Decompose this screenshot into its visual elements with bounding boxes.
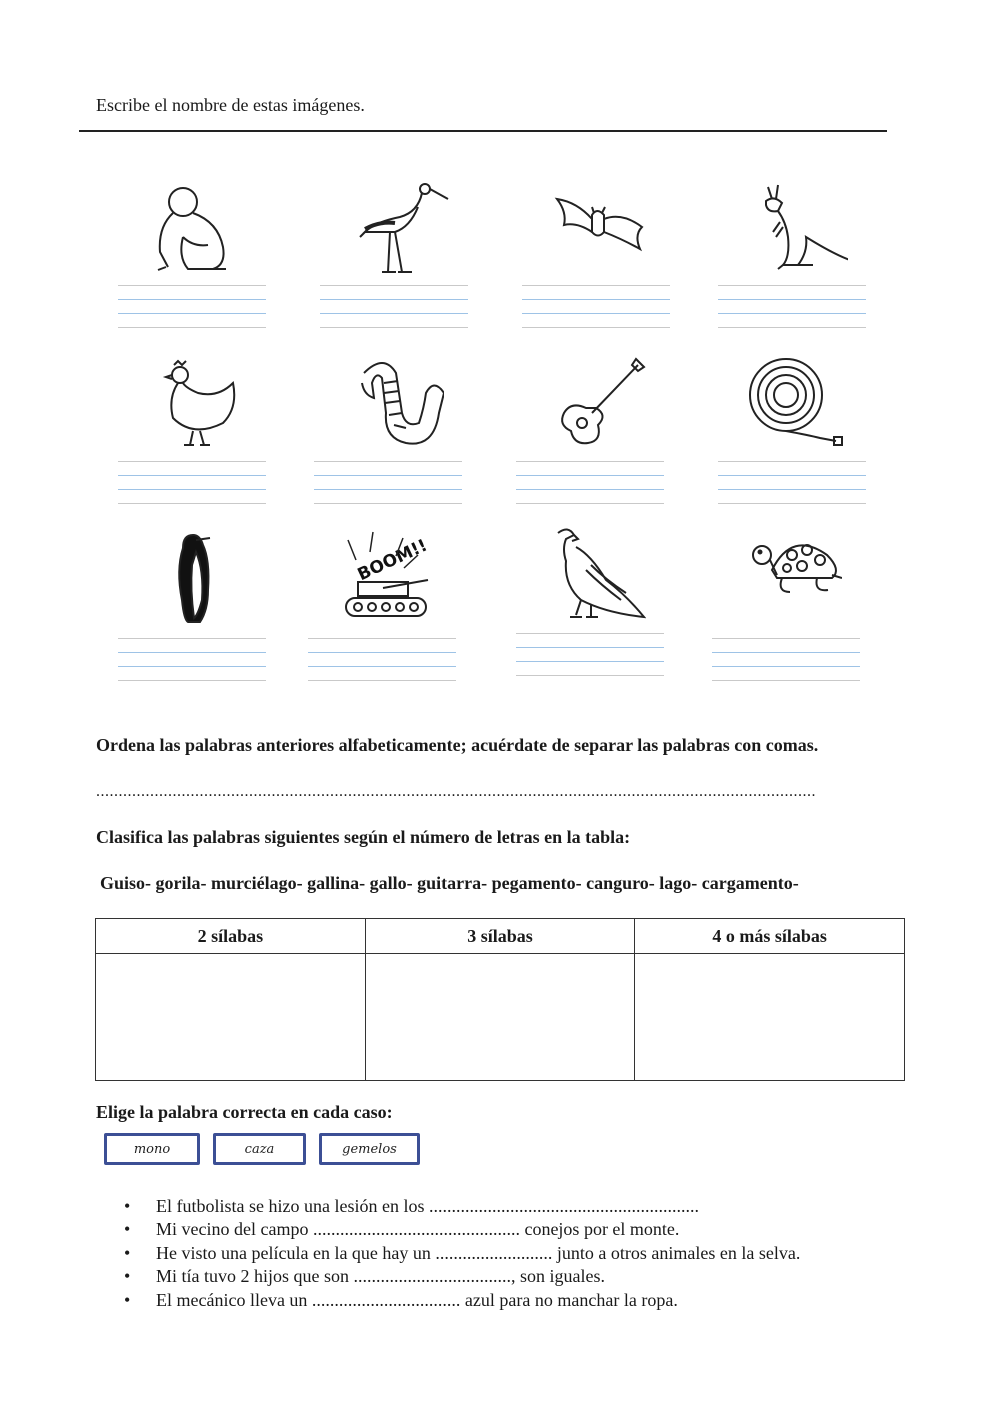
picture-cell	[522, 177, 672, 337]
picture-cell	[712, 530, 862, 690]
hen-icon	[138, 353, 248, 458]
option-caza[interactable]: caza	[213, 1133, 306, 1165]
syllable-table	[95, 918, 905, 1081]
guitar-icon	[536, 353, 646, 458]
writing-lines[interactable]	[320, 285, 468, 333]
writing-lines[interactable]	[712, 638, 860, 686]
picture-cell	[320, 177, 470, 337]
column-header-4-syllables: 4 o más sílabas	[635, 919, 905, 954]
picture-cell	[516, 353, 666, 513]
writing-lines[interactable]	[516, 461, 664, 509]
boom-text: BOOM!!	[354, 535, 431, 586]
picture-cell	[516, 525, 666, 685]
kangaroo-icon	[738, 177, 848, 282]
header-rule	[79, 130, 887, 132]
answer-cell-2-syllables[interactable]	[96, 954, 366, 1081]
writing-lines[interactable]	[718, 285, 866, 333]
sentence-item: • He visto una película en la que hay un .......................... junto a otros animales en la selva.	[120, 1242, 800, 1265]
word-list: Guiso- gorila- murciélago- gallina- gallo- guitarra- pegamento- canguro- lago- cargamento-	[100, 873, 799, 893]
sentence-list	[120, 1195, 800, 1312]
writing-lines[interactable]	[522, 285, 670, 333]
sentence-item: • El futbolista se hizo una lesión en los ............................................................	[120, 1195, 800, 1218]
sentence-item: • Mi vecino del campo .............................................. conejos por el monte.	[120, 1218, 800, 1241]
worm-icon	[334, 353, 444, 458]
choose-question: Elige la palabra correcta en cada caso:	[96, 1102, 393, 1122]
writing-lines[interactable]	[314, 461, 462, 509]
penguin-icon	[138, 530, 248, 635]
column-header-2-syllables: 2 sílabas	[96, 919, 366, 954]
hose-icon	[738, 353, 848, 458]
answer-cell-3-syllables[interactable]	[365, 954, 635, 1081]
writing-lines[interactable]	[118, 638, 266, 686]
eagle-icon	[536, 525, 646, 630]
writing-lines[interactable]	[308, 638, 456, 686]
stork-icon	[340, 177, 450, 282]
writing-lines[interactable]	[516, 633, 664, 681]
picture-cell	[308, 530, 458, 690]
sentence-item: • El mecánico lleva un ................................. azul para no manchar la ropa.	[120, 1289, 800, 1312]
word-options	[104, 1133, 420, 1165]
writing-lines[interactable]	[118, 461, 266, 509]
picture-cell	[314, 353, 464, 513]
picture-cell	[718, 177, 868, 337]
turtle-icon	[732, 530, 842, 635]
answer-cell-4-syllables[interactable]	[635, 954, 905, 1081]
picture-cell	[718, 353, 868, 513]
option-gemelos[interactable]: gemelos	[319, 1133, 420, 1165]
sort-question: Ordena las palabras anteriores alfabeticamente; acuérdate de separar las palabras con comas.	[96, 735, 819, 755]
picture-cell	[118, 177, 268, 337]
classify-question: Clasifica las palabras siguientes según el número de letras en la tabla:	[96, 827, 631, 847]
instruction-text: Escribe el nombre de estas imágenes.	[96, 95, 365, 115]
picture-cell	[118, 353, 268, 513]
option-mono[interactable]: mono	[104, 1133, 200, 1165]
bat-icon	[542, 177, 652, 282]
sort-answer-line[interactable]: ................................................................................................................................................................	[96, 783, 816, 800]
gorilla-icon	[138, 177, 248, 282]
picture-cell	[118, 530, 268, 690]
writing-lines[interactable]	[718, 461, 866, 509]
tank-icon	[328, 530, 438, 635]
writing-lines[interactable]	[118, 285, 266, 333]
column-header-3-syllables: 3 sílabas	[365, 919, 635, 954]
sentence-item: • Mi tía tuvo 2 hijos que son ..................................., son iguales.	[120, 1265, 800, 1288]
